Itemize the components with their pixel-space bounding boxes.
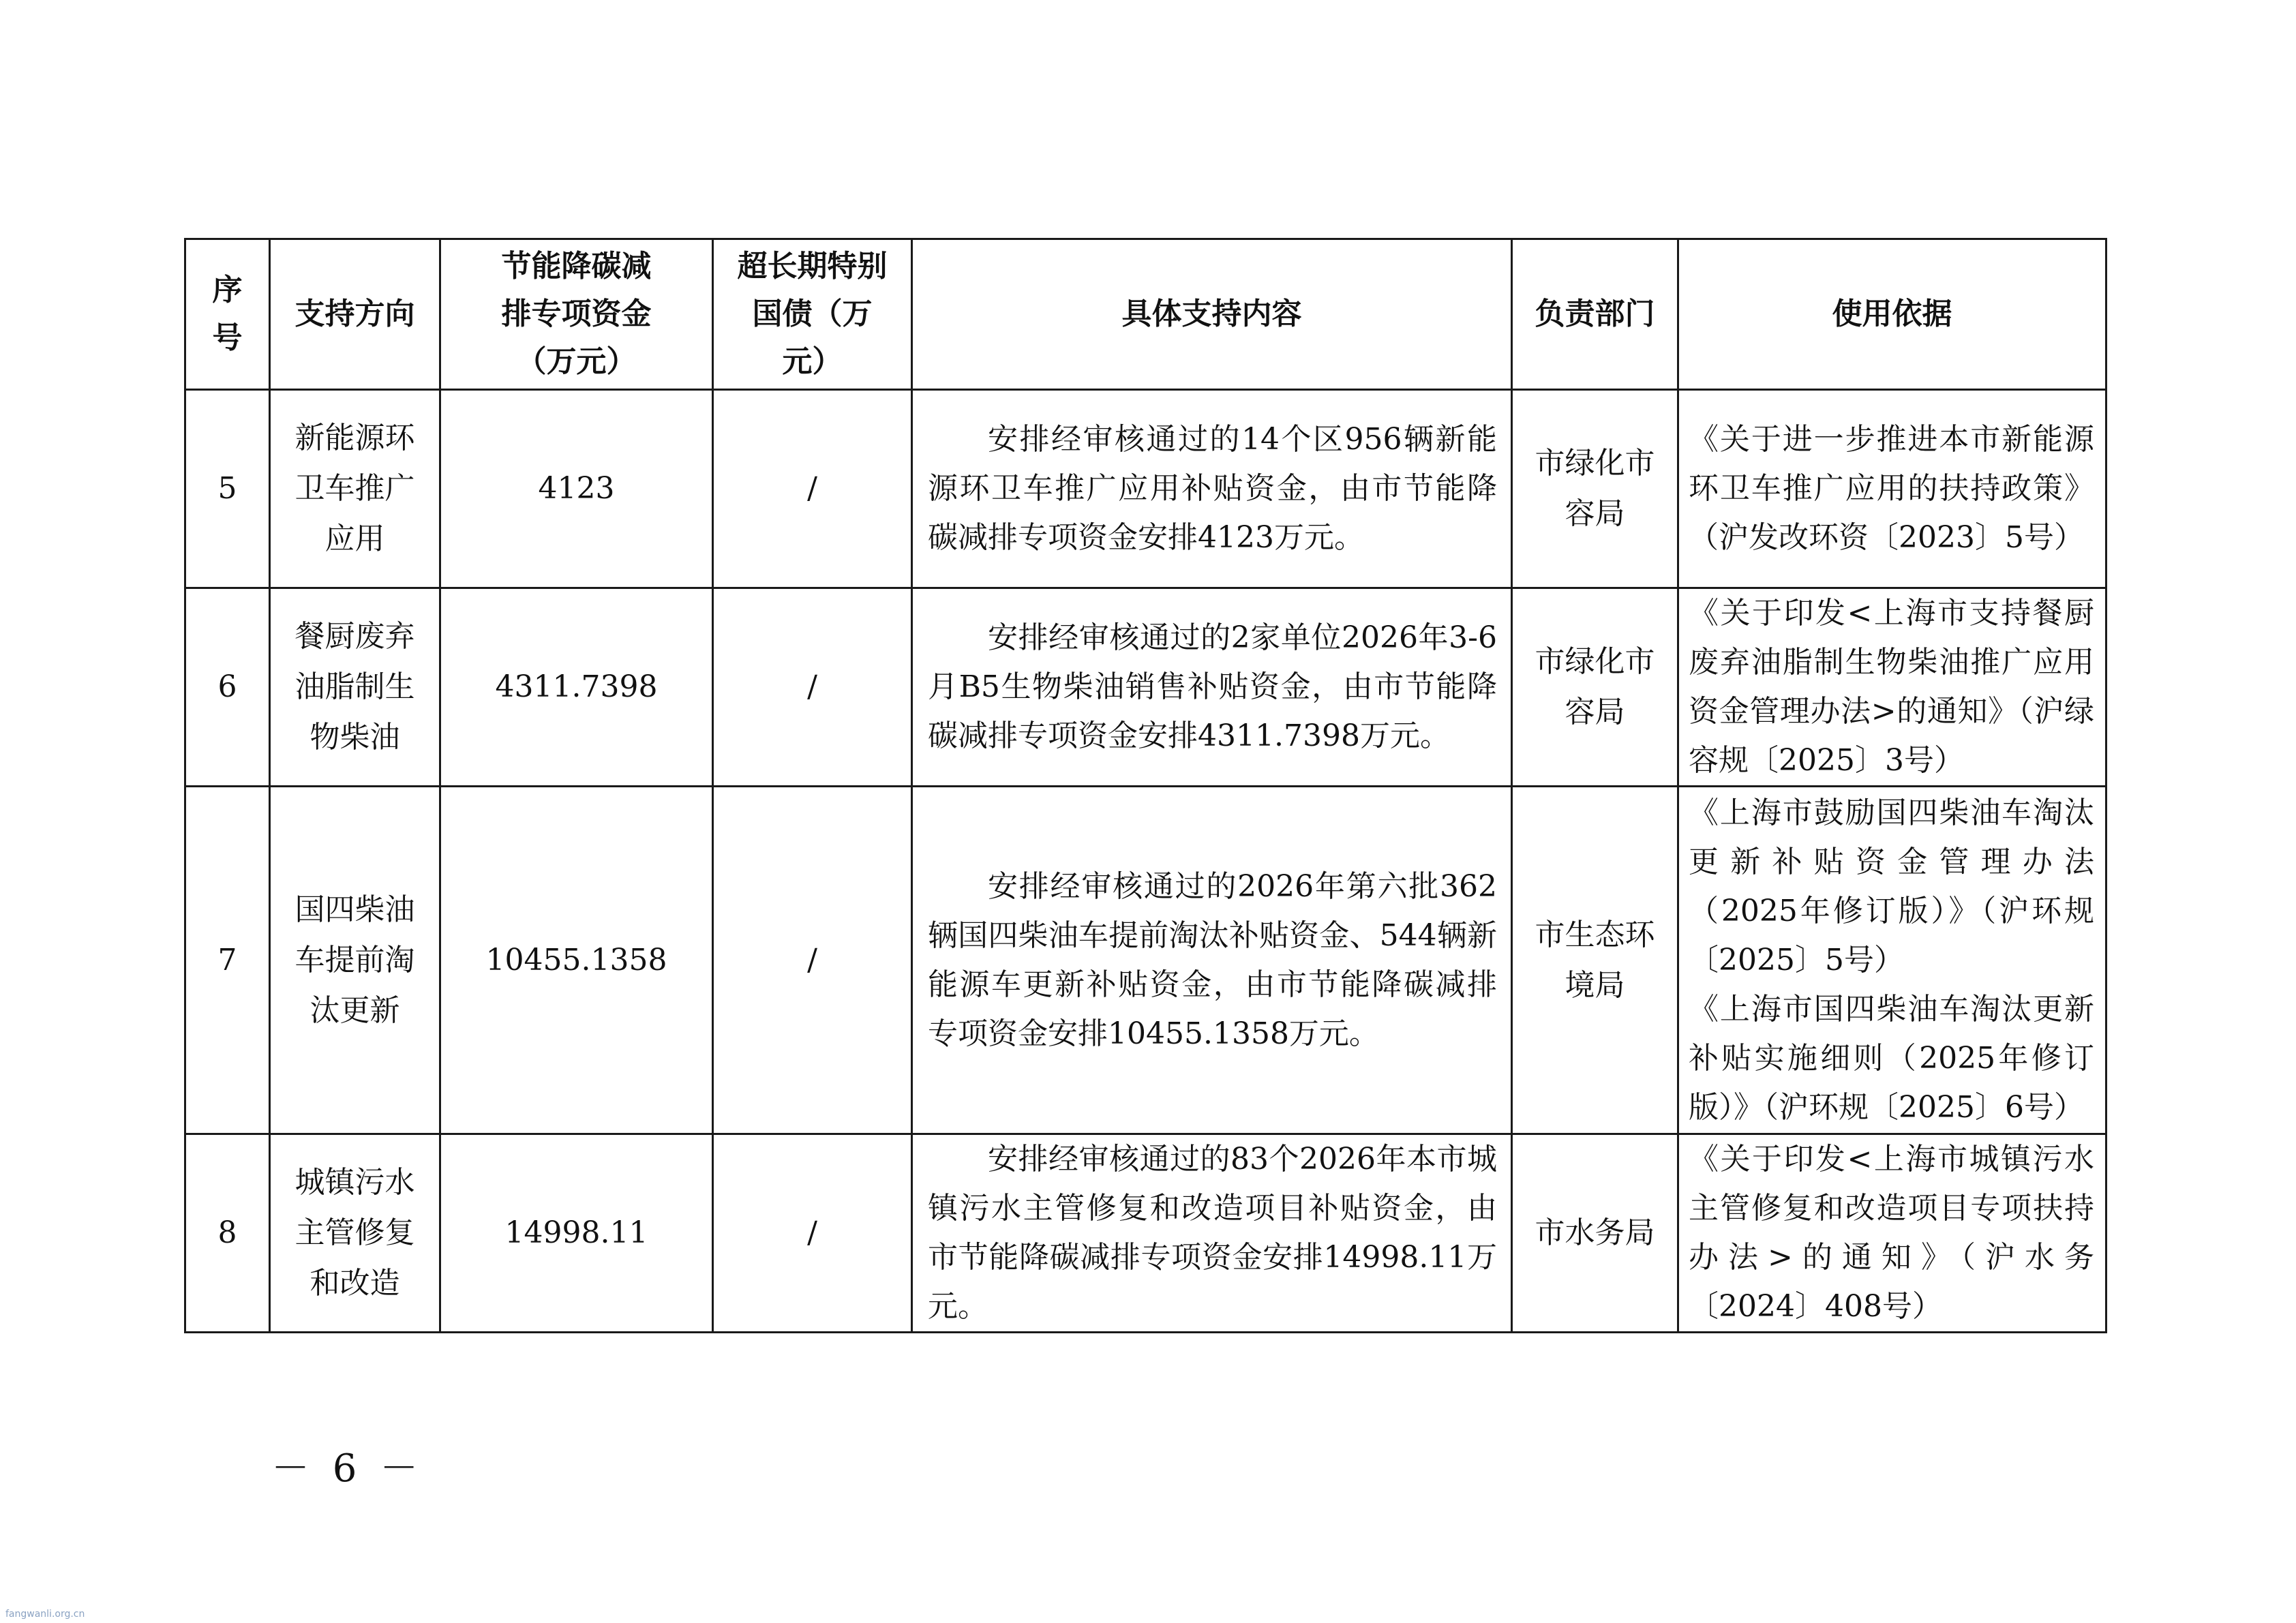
header-dept: 负责部门 — [1512, 239, 1678, 390]
header-direction: 支持方向 — [270, 239, 440, 390]
row-fund: 10455.1358 — [440, 787, 713, 1134]
table-header-row — [185, 239, 2106, 390]
basis-item: 《关于印发<上海市城镇污水主管修复和改造项目专项扶持办法>的通知》（沪水务〔2024〕408号） — [1689, 1142, 2094, 1324]
header-bond: 超长期特别国债（万元） — [713, 239, 912, 390]
row-bond: / — [713, 787, 912, 1134]
basis-item: 《关于印发<上海市支持餐厨废弃油脂制生物柴油推广应用资金管理办法>的通知》（沪绿容规〔2025〕3号） — [1689, 596, 2094, 778]
row-basis — [1678, 787, 2106, 1134]
row-bond: / — [713, 588, 912, 787]
row-index: 5 — [185, 390, 270, 588]
header-basis: 使用依据 — [1678, 239, 2106, 390]
header-index: 序号 — [185, 239, 270, 390]
watermark: fangwanli.org.cn — [5, 1609, 85, 1620]
row-index: 8 — [185, 1134, 270, 1333]
row-direction: 餐厨废弃油脂制生物柴油 — [270, 588, 440, 787]
row-dept: 市绿化市容局 — [1512, 390, 1678, 588]
row-index: 6 — [185, 588, 270, 787]
row-index: 7 — [185, 787, 270, 1134]
row-content: 安排经审核通过的14个区956辆新能源环卫车推广应用补贴资金，由市节能降碳减排专项资金安排4123万元。 — [912, 390, 1512, 588]
row-basis — [1678, 588, 2106, 787]
row-direction: 新能源环卫车推广应用 — [270, 390, 440, 588]
table-row — [185, 1134, 2106, 1333]
row-content: 安排经审核通过的83个2026年本市城镇污水主管修复和改造项目补贴资金，由市节能降碳减排专项资金安排14998.11万元。 — [912, 1134, 1512, 1333]
basis-item: 《上海市国四柴油车淘汰更新补贴实施细则（2025年修订版）》（沪环规〔2025〕6号） — [1689, 991, 2094, 1125]
basis-item: 《关于进一步推进本市新能源环卫车推广应用的扶持政策》（沪发改环资〔2023〕5号） — [1689, 422, 2094, 555]
row-fund: 4311.7398 — [440, 588, 713, 787]
header-fund: 节能降碳减排专项资金（万元） — [440, 239, 713, 390]
row-dept: 市水务局 — [1512, 1134, 1678, 1333]
table-row — [185, 787, 2106, 1134]
row-dept: 市生态环境局 — [1512, 787, 1678, 1134]
header-content: 具体支持内容 — [912, 239, 1512, 390]
row-bond: / — [713, 390, 912, 588]
row-basis — [1678, 1134, 2106, 1333]
row-fund: 14998.11 — [440, 1134, 713, 1333]
row-content: 安排经审核通过的2026年第六批362辆国四柴油车提前淘汰补贴资金、544辆新能源车更新补贴资金，由市节能降碳减排专项资金安排10455.1358万元。 — [912, 787, 1512, 1134]
table-body — [185, 390, 2106, 1333]
row-dept: 市绿化市容局 — [1512, 588, 1678, 787]
funding-table — [184, 238, 2107, 1333]
row-content: 安排经审核通过的2家单位2026年3-6月B5生物柴油销售补贴资金，由市节能降碳减排专项资金安排4311.7398万元。 — [912, 588, 1512, 787]
table-row — [185, 588, 2106, 787]
page-number: － 6 － — [271, 1446, 424, 1491]
basis-item: 《上海市鼓励国四柴油车淘汰更新补贴资金管理办法（2025年修订版）》（沪环规〔2025〕5号） — [1689, 795, 2094, 977]
row-fund: 4123 — [440, 390, 713, 588]
table-row — [185, 390, 2106, 588]
row-bond: / — [713, 1134, 912, 1333]
row-basis — [1678, 390, 2106, 588]
row-direction: 国四柴油车提前淘汰更新 — [270, 787, 440, 1134]
row-direction: 城镇污水主管修复和改造 — [270, 1134, 440, 1333]
